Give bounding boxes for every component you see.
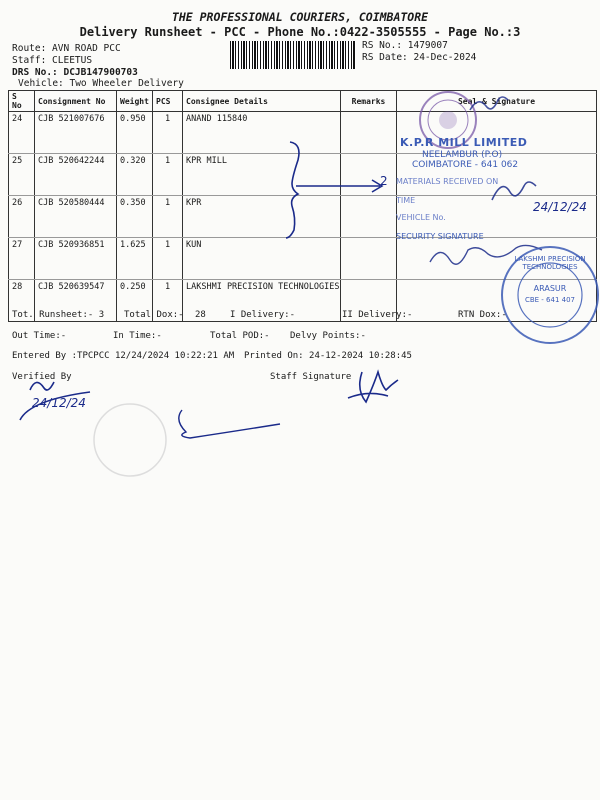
kpr-stamp-city: COIMBATORE - 641 062 <box>412 160 519 170</box>
verified-by-label: Verified By <box>12 372 72 382</box>
cell-consignment: CJB 520936851 <box>35 238 117 280</box>
cell-sno: 24 <box>9 112 35 154</box>
handwritten-signature-icon <box>470 97 508 110</box>
kpr-stamp-time: TIME <box>396 196 416 205</box>
cell-weight: 0.320 <box>117 154 153 196</box>
kpr-stamp-place: NEELAMBUR (P.O) <box>422 150 503 160</box>
lpt-stamp-pin: CBE - 641 407 <box>524 296 576 304</box>
staff-signature-icon <box>348 372 398 402</box>
drs-number: DRS No.: DCJB147900703 <box>12 67 138 78</box>
cell-consignee: KPR MILL <box>183 154 341 196</box>
cell-consignment: CJB 520642244 <box>35 154 117 196</box>
cell-pcs: 1 <box>153 154 183 196</box>
cell-sno: 26 <box>9 196 35 238</box>
cell-consignee: KPR <box>183 196 341 238</box>
kpr-signature-icon <box>492 182 536 200</box>
runsheet-subtitle: Delivery Runsheet - PCC - Phone No.:0422-3505555 - Page No.:3 <box>79 25 521 39</box>
col-remarks: Remarks <box>341 91 397 112</box>
verified-handwritten-date: 24/12/24 <box>32 396 86 410</box>
tot-runsheet: Tot. Runsheet:- 3 <box>12 310 105 320</box>
ii-delivery: II Delivery:- <box>342 310 413 320</box>
rs-date: RS Date: 24-Dec-2024 <box>362 52 477 63</box>
route-label: Route: AVN ROAD PCC <box>12 43 121 54</box>
faint-emboss-icon <box>94 404 166 476</box>
in-time: In Time:- <box>113 331 162 341</box>
loose-signature-icon <box>179 410 280 438</box>
col-consignee: Consignee Details <box>183 91 341 112</box>
cell-sno: 27 <box>9 238 35 280</box>
total-dox-label: Total Dox:- <box>124 310 184 320</box>
kpr-stamp-security: SECURITY SIGNATURE <box>396 232 484 241</box>
printed-on: Printed On: 24-12-2024 10:28:45 <box>244 351 412 361</box>
brace-annotation-icon <box>286 142 382 238</box>
cell-consignment: CJB 520580444 <box>35 196 117 238</box>
cell-sno: 28 <box>9 280 35 322</box>
cell-consignee: LAKSHMI PRECISION TECHNOLOGIES <box>183 280 341 322</box>
cell-consignment: CJB 520639547 <box>35 280 117 322</box>
out-time: Out Time:- <box>12 331 67 341</box>
cell-weight: 0.350 <box>117 196 153 238</box>
cell-pcs: 1 <box>153 196 183 238</box>
cell-consignee: KUN <box>183 238 341 280</box>
col-seal: Seal & Signature <box>397 91 597 112</box>
total-dox-value: 28 <box>195 310 206 320</box>
cell-weight: 0.250 <box>117 280 153 322</box>
col-pcs: PCS <box>153 91 183 112</box>
total-pod: Total POD:- <box>210 331 270 341</box>
vehicle-label: Vehicle: Two Wheeler Delivery <box>18 78 184 89</box>
staff-label: Staff: CLEETUS <box>12 55 93 66</box>
cell-consignee: ANAND 115840 <box>183 112 341 154</box>
kpr-stamp-name: K.P.R MILL LIMITED <box>400 136 528 149</box>
i-delivery: I Delivery:- <box>230 310 296 320</box>
company-title: THE PROFESSIONAL COURIERS, COIMBATORE <box>171 10 429 24</box>
cell-consignment: CJB 521007676 <box>35 112 117 154</box>
col-weight: Weight <box>117 91 153 112</box>
cell-weight: 0.950 <box>117 112 153 154</box>
cell-pcs: 1 <box>153 280 183 322</box>
cell-pcs: 1 <box>153 238 183 280</box>
kpr-stamp-received: MATERIALS RECEIVED ON <box>396 177 499 186</box>
lpt-stamp-arasur: ARASUR <box>533 284 567 293</box>
rs-number: RS No.: 1479007 <box>362 40 448 51</box>
col-consignment: Consignment No <box>35 91 117 112</box>
kpr-stamp-vehicle: VEHICLE No. <box>396 213 446 222</box>
rtn-dox: RTN Dox:- <box>458 310 507 320</box>
entered-by: Entered By :TPCPCC 12/24/2024 10:22:21 AM <box>12 351 235 361</box>
col-sno: S No <box>9 91 35 112</box>
kpr-ref-mark: 2 <box>380 174 388 188</box>
delvy-points: Delvy Points:- <box>290 331 366 341</box>
kpr-handwritten-date: 24/12/24 <box>533 200 587 214</box>
staff-signature-label: Staff Signature <box>270 372 352 382</box>
cell-pcs: 1 <box>153 112 183 154</box>
cell-weight: 1.625 <box>117 238 153 280</box>
lpt-stamp-ring: LAKSHMI PRECISION TECHNOLOGIES <box>514 255 586 271</box>
cell-sno: 25 <box>9 154 35 196</box>
